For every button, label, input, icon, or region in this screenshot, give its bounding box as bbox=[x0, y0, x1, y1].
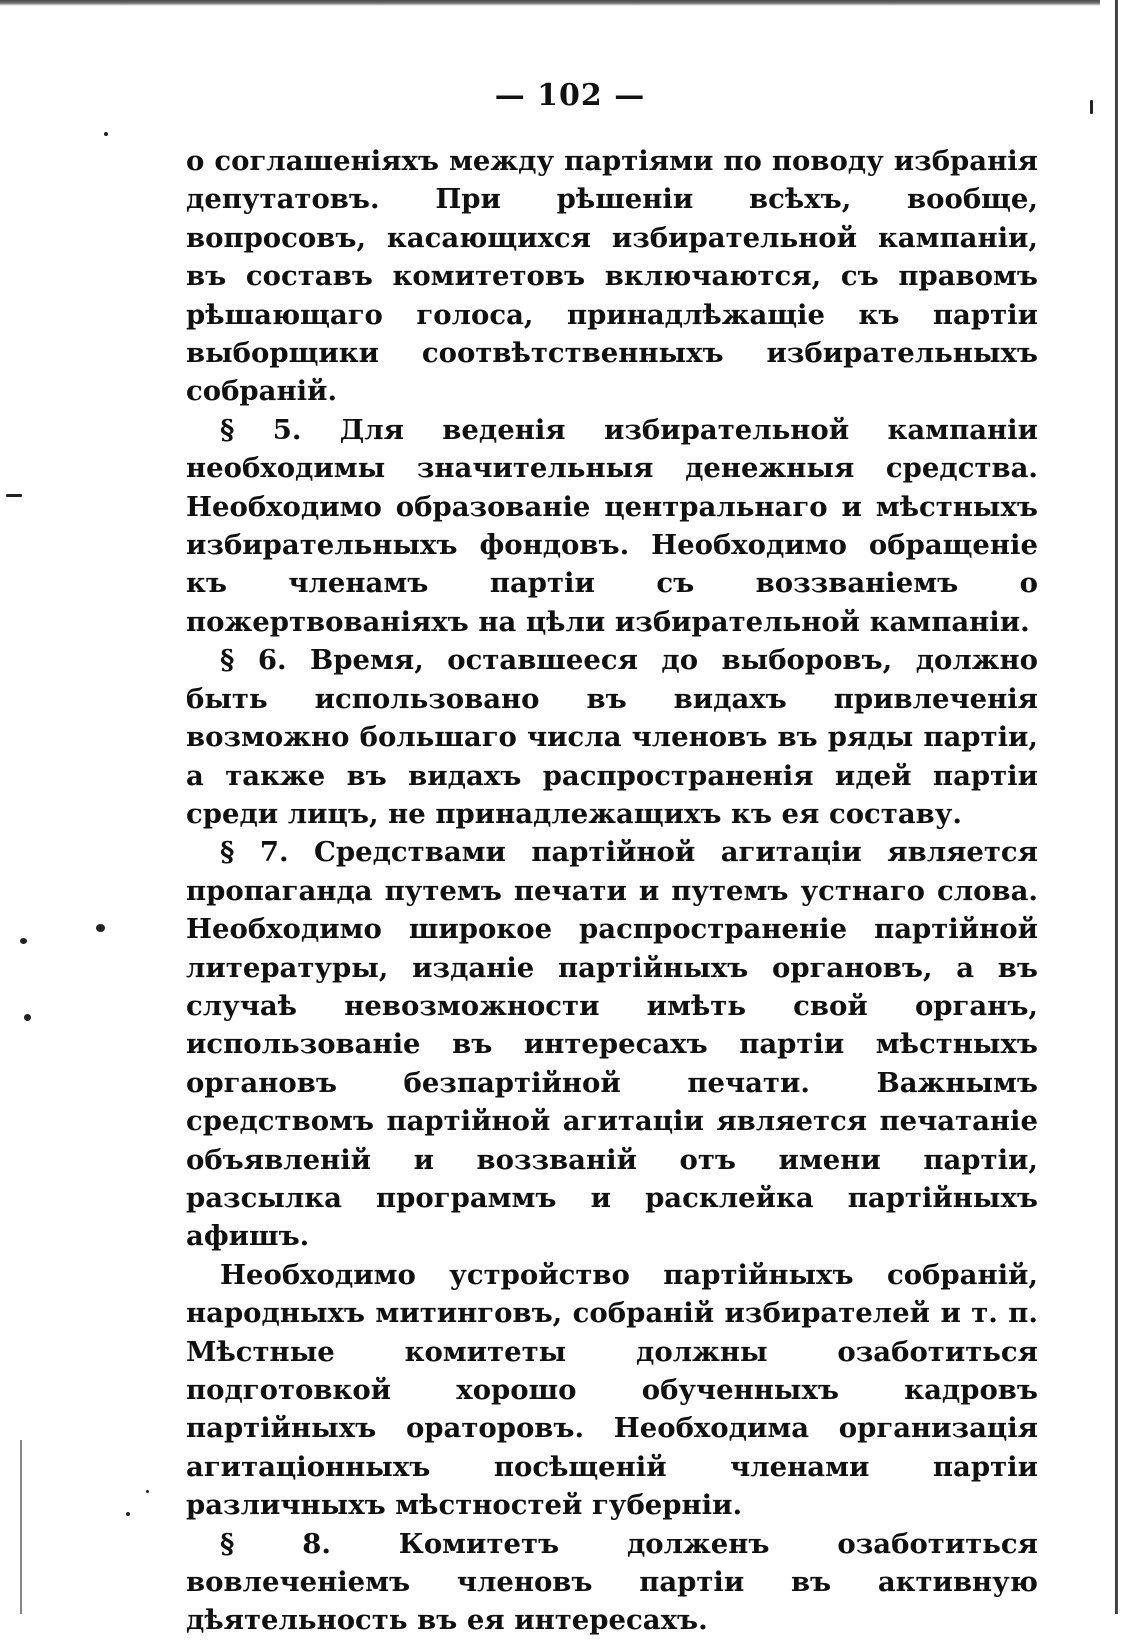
paragraph-meetings: Необходимо устройство партійныхъ собраній, народныхъ митинговъ, собраній избирателей и т. п. Мѣстные комитеты должны озаботиться подготовкой хорошо обученныхъ кадровъ партійныхъ ораторовъ. Необходима организація агитаціонныхъ посѣщеній членами партіи различныхъ мѣстностей губерніи. bbox=[186, 1258, 1038, 1522]
scan-left-edge bbox=[20, 1440, 22, 1614]
paragraph-section-7: § 7. Средствами партійной агитаціи является пропаганда путемъ печати и путемъ устнаго слова. Необходимо широкое распространеніе партійной литературы, изданіе партійныхъ органовъ, а въ случаѣ невозможности имѣть свой органъ, использованіе въ интересахъ партіи мѣстныхъ органовъ безпартійной печати. Важнымъ средствомъ партійной агитаціи является печатаніе объявленій и воззваній отъ имени партіи, разсылка программъ и расклейка партійныхъ афишъ. bbox=[186, 836, 1038, 1253]
paragraph-section-8: § 8. Комитетъ долженъ озаботиться вовлеченіемъ членовъ партіи въ активную дѣятельность въ ея интересахъ. bbox=[186, 1527, 1038, 1637]
scan-speck bbox=[126, 1512, 130, 1516]
scan-speck bbox=[20, 938, 27, 944]
scan-top-edge bbox=[0, 0, 1100, 6]
scan-speck bbox=[6, 494, 22, 497]
paragraph-section-6: § 6. Время, оставшееся до выборовъ, должно быть использовано въ видахъ привлеченія возможно большаго числа членовъ въ ряды партіи, а также въ видахъ распространенія идей партіи среди лицъ, не принадлежащихъ къ ея составу. bbox=[186, 644, 1038, 830]
scan-speck bbox=[96, 924, 105, 932]
body-text bbox=[186, 142, 1038, 1640]
paragraph-section-5: § 5. Для веденія избирательной кампаніи необходимы значительныя денежныя средства. Необходимо образованіе центральнаго и мѣстныхъ избирательныхъ фондовъ. Необходимо обращеніе къ членамъ партіи съ воззваніемъ о пожертвованіяхъ на цѣли избирательной кампаніи. bbox=[186, 413, 1038, 638]
paragraph-continuation: о соглашеніяхъ между партіями по поводу избранія депутатовъ. При рѣшеніи всѣхъ, вообще, вопросовъ, касающихся избирательной кампаніи, въ составъ комитетовъ включаются, съ правомъ рѣшающаго голоса, принадлѣжащіе къ партіи выборщики соотвѣтственныхъ избирательныхъ собраній. bbox=[186, 145, 1038, 408]
scan-speck bbox=[146, 1490, 149, 1493]
scan-speck bbox=[104, 132, 108, 136]
scan-speck bbox=[24, 1014, 31, 1021]
scan-right-edge bbox=[1115, 0, 1118, 1614]
page-number: — 102 — bbox=[494, 78, 646, 113]
